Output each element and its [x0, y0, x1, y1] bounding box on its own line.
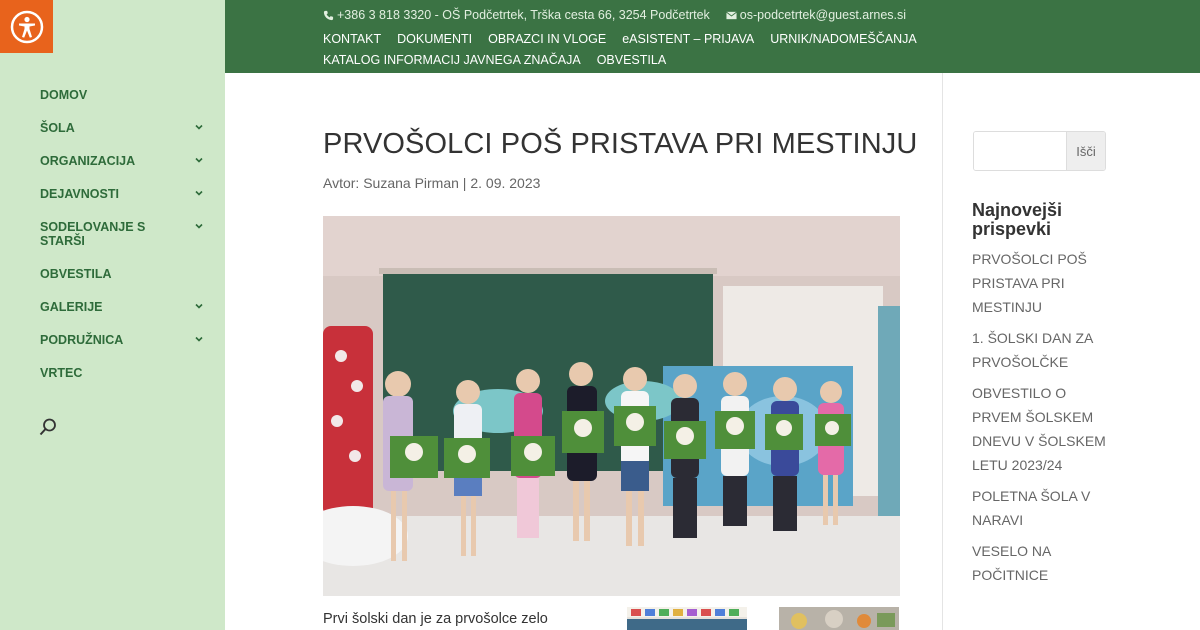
sidebar-item-label: DEJAVNOSTI [40, 187, 119, 201]
search-icon[interactable] [38, 417, 58, 437]
post-title: PRVOŠOLCI POŠ PRISTAVA PRI MESTINJU [323, 128, 918, 160]
recent-post-link[interactable]: POLETNA ŠOLA V NARAVI [972, 488, 1091, 528]
sidebar-item-podruznica[interactable] [40, 333, 205, 347]
search-input[interactable] [974, 132, 1066, 170]
email-link[interactable]: os-podcetrtek@guest.arnes.si [739, 8, 907, 22]
search-button[interactable]: Išči [1066, 132, 1105, 170]
post-meta [323, 175, 540, 191]
sidebar-search [973, 131, 1106, 171]
topnav-urnik[interactable]: URNIK/NADOMEŠČANJA [770, 32, 917, 46]
recent-posts-title: Najnovejši prispevki [972, 200, 1063, 239]
topnav-dokumenti[interactable]: DOKUMENTI [397, 32, 473, 46]
gallery-thumbnail[interactable] [779, 607, 899, 630]
alphabet-photo [627, 607, 747, 630]
chevron-down-icon[interactable] [193, 333, 205, 345]
table-photo [779, 607, 899, 630]
sidebar-item-label: GALERIJE [40, 300, 103, 314]
sidebar-item-dejavnosti[interactable] [40, 187, 205, 201]
contact-info [323, 8, 906, 22]
chevron-down-icon[interactable] [193, 187, 205, 199]
sidebar-item-obvestila[interactable] [40, 267, 205, 281]
sidebar-item-label: VRTEC [40, 366, 83, 380]
chevron-down-icon[interactable] [193, 121, 205, 133]
chevron-down-icon[interactable] [193, 220, 205, 232]
recent-post-link[interactable]: OBVESTILO O PRVEM ŠOLSKEM DNEVU V ŠOLSKEM LETU 2023/24 [972, 385, 1106, 473]
sidebar-item-galerije[interactable] [40, 300, 205, 314]
phone-icon [323, 10, 334, 21]
gallery-thumbnail[interactable] [627, 607, 747, 630]
recent-post-link[interactable]: 1. ŠOLSKI DAN ZA PRVOŠOLČKE [972, 330, 1093, 370]
accessibility-button[interactable] [0, 0, 53, 53]
sidebar-item-sola[interactable] [40, 121, 205, 135]
sidebar-item-organizacija[interactable] [40, 154, 205, 168]
sidebar-item-label: ORGANIZACIJA [40, 154, 136, 168]
topnav-kontakt[interactable]: KONTAKT [323, 32, 382, 46]
meta-prefix: Avtor: [323, 175, 364, 191]
sidebar-item-sodelovanje[interactable] [40, 220, 205, 248]
chevron-down-icon[interactable] [193, 300, 205, 312]
sidebar-item-domov[interactable] [40, 88, 205, 102]
sidebar-item-label: PODRUŽNICA [40, 333, 124, 347]
featured-image[interactable] [323, 216, 900, 596]
content-divider [942, 73, 943, 630]
recent-posts-list [972, 247, 1106, 594]
accessibility-icon [10, 10, 44, 44]
phone-address-text: +386 3 818 3320 - OŠ Podčetrtek, Trška cesta 66, 3254 Podčetrtek [337, 8, 710, 22]
topnav-obrazci[interactable]: OBRAZCI IN VLOGE [488, 32, 607, 46]
email-icon [726, 10, 737, 21]
top-nav [323, 29, 963, 71]
topnav-obvestila[interactable]: OBVESTILA [596, 53, 667, 67]
sidebar-item-label: SODELOVANJE S STARŠI [40, 220, 146, 248]
meta-separator: | [458, 175, 471, 191]
recent-post-link[interactable]: PRVOŠOLCI POŠ PRISTAVA PRI MESTINJU [972, 251, 1087, 315]
topnav-katalog[interactable]: KATALOG INFORMACIJ JAVNEGA ZNAČAJA [323, 53, 581, 67]
chevron-down-icon[interactable] [193, 154, 205, 166]
topnav-easistent[interactable]: eASISTENT – PRIJAVA [622, 32, 755, 46]
left-sidebar [0, 0, 225, 630]
sidebar-item-label: ŠOLA [40, 121, 75, 135]
top-header [225, 0, 1200, 73]
sidebar-item-label: OBVESTILA [40, 267, 112, 281]
classroom-photo [323, 216, 900, 596]
main-nav [40, 88, 205, 380]
author-link[interactable]: Suzana Pirman [363, 175, 459, 191]
sidebar-item-label: DOMOV [40, 88, 88, 102]
sidebar-item-vrtec[interactable] [40, 366, 205, 380]
post-date: 2. 09. 2023 [470, 175, 541, 191]
recent-post-link[interactable]: VESELO NA POČITNICE [972, 543, 1051, 583]
post-excerpt: Prvi šolski dan je za prvošolce zelo [323, 611, 548, 627]
